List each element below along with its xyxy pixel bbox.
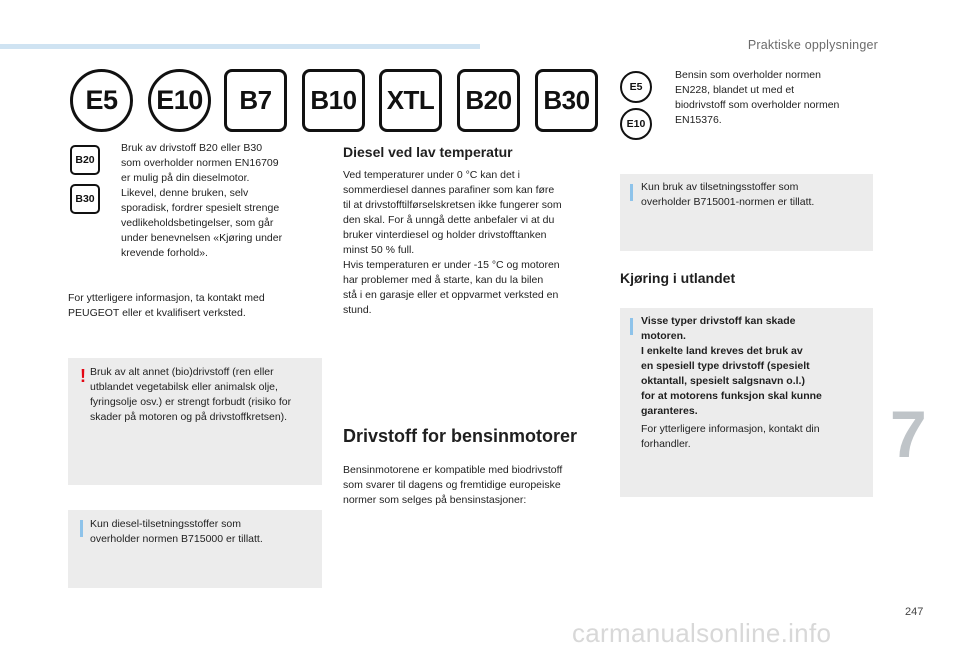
badge-b20-small: B20 (70, 145, 100, 175)
badge-b20: B20 (457, 69, 520, 132)
warning-icon: ! (80, 366, 86, 386)
section-title: Praktiske opplysninger (747, 38, 878, 52)
diesel-additive-text: Kun diesel-tilsetningsstoffer som overholder normen B715000 er tillatt. (90, 518, 263, 545)
warning-box (68, 358, 322, 485)
badge-e5: E5 (70, 69, 133, 132)
info-icon (630, 318, 633, 335)
abroad-warning-text: Visse typer drivstoff kan skade motoren. I enkelte land kreves det bruk av en spesiell type drivstoff (spesielt oktantall, spesielt salgsnavn o.l.) for at motorens funksjon skal kunne garanteres. (641, 315, 822, 417)
badge-b30: B30 (535, 69, 598, 132)
more-info-text: For ytterligere informasjon, ta kontakt med PEUGEOT eller et kvalifisert verksted. (68, 292, 265, 319)
diesel-heading: Diesel ved lav temperatur (343, 144, 513, 160)
badge-xtl: XTL (379, 69, 442, 132)
watermark: carmanualsonline.info (572, 618, 832, 648)
badge-b7: B7 (224, 69, 287, 132)
petrol-heading: Drivstoff for bensinmotorer (343, 426, 578, 446)
info-icon (80, 520, 83, 537)
page-number: 247 (905, 606, 924, 618)
abroad-info-box (620, 308, 873, 497)
petrol-text: Bensinmotorene er kompatible med biodrivstoff som svarer til dagens og fremtidige europeiske normer som selges på bensinstasjoner: (343, 464, 563, 506)
warning-text: Bruk av alt annet (bio)drivstoff (ren eller utblandet vegetabilsk eller animalsk olje, fyringsolje osv.) er strengt forbudt (risiko for skader på motoren og på drivstoffkretsen). (90, 366, 292, 423)
badge-b30-small: B30 (70, 184, 100, 214)
e5-e10-description: Bensin som overholder normen EN228, blandet ut med et biodrivstoff som overholder normen EN15376. (675, 69, 840, 126)
diesel-text: Ved temperaturer under 0 °C kan det i sommerdiesel dannes parafiner som kan føre til at drivstofftilførselskretsen ikke fungerer som den skal. For å unngå dette anbefaler vi at du bruker vinterdiesel og holder drivstofftanken minst 50 % full. Hvis temperaturen er under -15 °C og motoren har problemer med å starte, kan du la bilen stå i en garasje eller et oppvarmet verksted en stund. (343, 169, 562, 316)
abroad-heading: Kjøring i utlandet (620, 270, 736, 286)
badge-b10: B10 (302, 69, 365, 132)
chapter-number: 7 (890, 397, 927, 471)
abroad-contact-text: For ytterligere informasjon, kontakt din forhandler. (641, 423, 820, 450)
badge-e10-small: E10 (620, 108, 652, 140)
badge-e5-small: E5 (620, 71, 652, 103)
petrol-additive-box (620, 174, 873, 251)
diesel-additive-box (68, 510, 322, 588)
b20-b30-description: Bruk av drivstoff B20 eller B30 som overholder normen EN16709 er mulig på din dieselmotor. Likevel, denne bruken, selv sporadisk, fordrer spesielt strenge vedlikeholdsbetingelser, som går under benevnelsen «Kjøring under krevende forhold». (121, 142, 283, 259)
petrol-additive-text: Kun bruk av tilsetningsstoffer som overholder B715001-normen er tillatt. (641, 181, 815, 208)
badge-e10: E10 (148, 69, 211, 132)
info-icon (630, 184, 633, 201)
header-accent-bar (0, 44, 480, 49)
